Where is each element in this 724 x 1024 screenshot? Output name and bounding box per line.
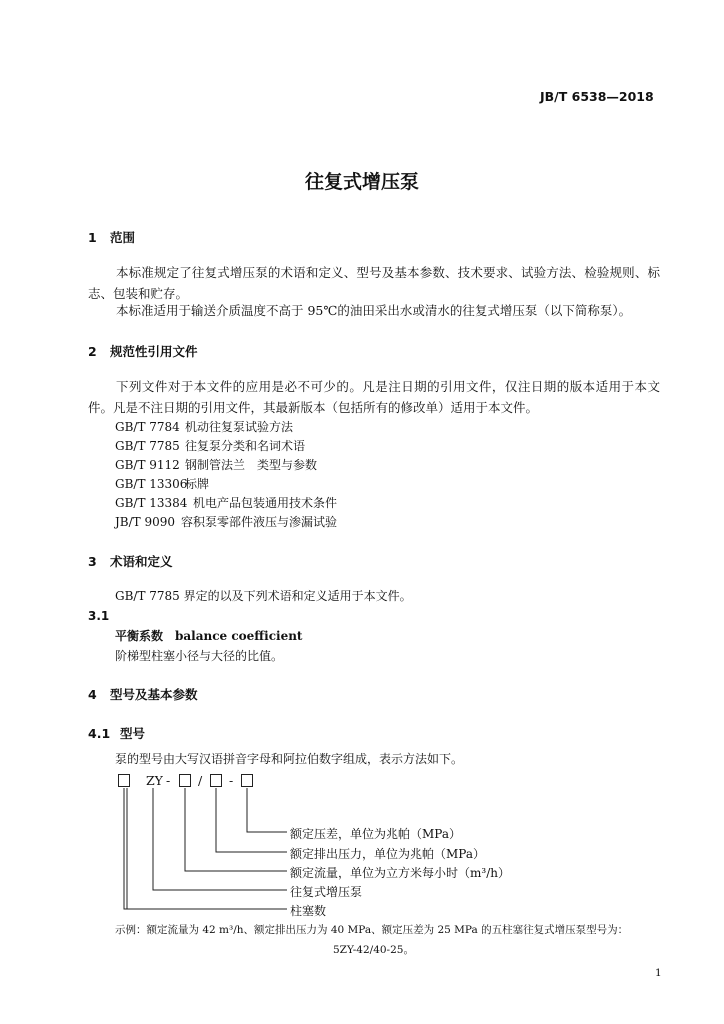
example-text: 示例：额定流量为 42 m³/h、额定排出压力为 40 MPa、额定压差为 25 MPa 的五柱塞往复式增压泵型号为： xyxy=(115,924,629,936)
legend-discharge-pressure: 额定排出压力，单位为兆帕（MPa） xyxy=(290,847,485,861)
example-model: 5ZY-42/40-25。 xyxy=(333,944,414,956)
legend-rated-flow: 额定流量，单位为立方米每小时（m³/h） xyxy=(290,866,510,880)
reference-title: 往复泵分类和名词术语 xyxy=(185,439,306,453)
document-title: 往复式增压泵 xyxy=(304,171,419,193)
section-title: 范围 xyxy=(110,230,136,245)
standard-code: JB/T 6538—2018 xyxy=(540,89,654,104)
section-2-paragraph: 下列文件对于本文件的应用是必不可少的。凡是注日期的引用文件，仅注日期的版本适用于本文件。凡是不注日期的引用文件，其最新版本（包括所有的修改单）适用于本文件。 xyxy=(88,379,660,415)
section-number: 4 xyxy=(88,687,97,702)
reference-code: GB/T 7785 xyxy=(115,439,180,453)
reference-code: GB/T 13306 xyxy=(115,477,188,491)
reference-code: GB/T 13384 xyxy=(115,496,188,510)
section-number: 2 xyxy=(88,344,97,359)
reference-code: GB/T 9112 xyxy=(115,458,180,472)
section-3-paragraph: GB/T 7785 界定的以及下列术语和定义适用于本文件。 xyxy=(115,589,412,603)
legend-booster-pump: 往复式增压泵 xyxy=(290,885,363,899)
model-slash: / xyxy=(198,773,203,788)
model-dash: - xyxy=(166,773,171,788)
section-title: 术语和定义 xyxy=(110,554,173,569)
term-name: 平衡系数 balance coefficient xyxy=(115,629,303,643)
term-definition: 阶梯型柱塞小径与大径的比值。 xyxy=(115,649,284,663)
reference-title: 钢制管法兰 类型与参数 xyxy=(185,458,318,472)
model-prefix: ZY xyxy=(146,773,163,788)
reference-code: JB/T 9090 xyxy=(115,515,176,529)
subsection-title: 型号 xyxy=(120,726,146,741)
section-number: 3 xyxy=(88,554,97,569)
section-title: 型号及基本参数 xyxy=(110,687,198,702)
reference-title: 机电产品包装通用技术条件 xyxy=(193,496,338,510)
section-1-paragraph-1: 本标准规定了往复式增压泵的术语和定义、型号及基本参数、技术要求、试验方法、检验规则、标志、包装和贮存。 xyxy=(88,265,660,301)
legend-pressure-difference: 额定压差，单位为兆帕（MPa） xyxy=(290,827,461,841)
section-1-paragraph-2: 本标准适用于输送介质温度不高于 95℃的油田采出水或清水的往复式增压泵（以下简称泵）。 xyxy=(116,303,632,318)
reference-title: 机动往复泵试验方法 xyxy=(185,420,294,434)
reference-code: GB/T 7784 xyxy=(115,420,180,434)
section-title: 规范性引用文件 xyxy=(110,344,198,359)
legend-plunger-count: 柱塞数 xyxy=(290,904,327,918)
reference-title: 标牌 xyxy=(185,477,210,491)
page-number: 1 xyxy=(655,967,662,979)
term-number: 3.1 xyxy=(88,609,110,623)
subsection-number: 4.1 xyxy=(88,726,111,741)
reference-title: 容积泵零部件液压与渗漏试验 xyxy=(181,515,338,529)
section-4-paragraph: 泵的型号由大写汉语拼音字母和阿拉伯数字组成，表示方法如下。 xyxy=(115,752,464,766)
section-number: 1 xyxy=(88,230,97,245)
model-dash-2: - xyxy=(229,773,234,788)
